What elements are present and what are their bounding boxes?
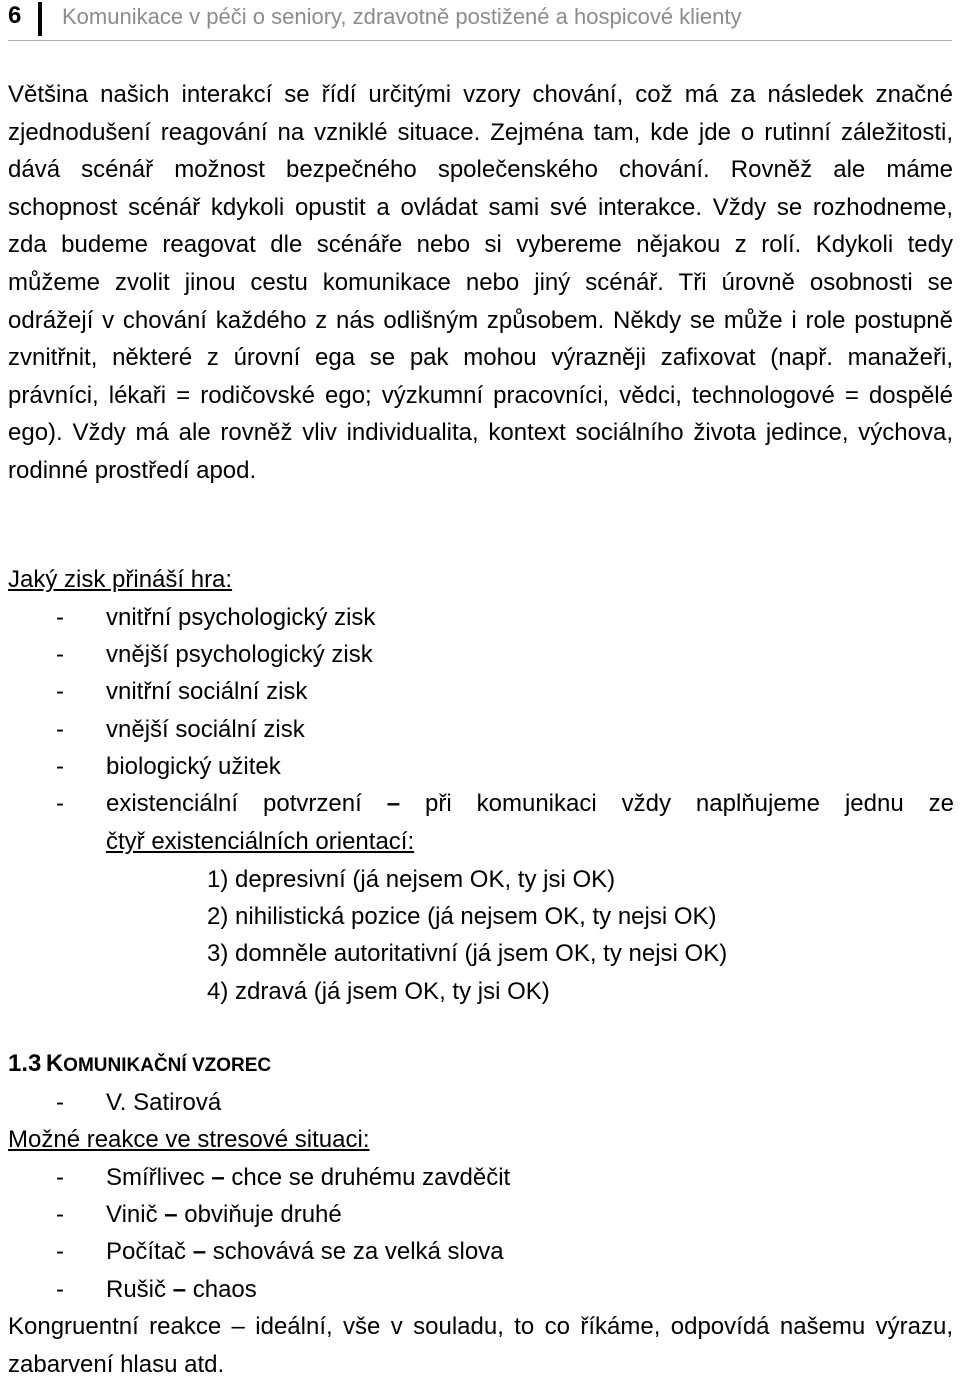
- list-item: [106, 1276, 257, 1304]
- list-item: [106, 1164, 510, 1192]
- list-item: vnitřní psychologický zisk: [106, 604, 376, 631]
- reaction-name: Vinič: [106, 1201, 158, 1228]
- bullet: -: [56, 1201, 64, 1228]
- dash: –: [172, 1276, 187, 1303]
- reaction-name: Rušič: [106, 1276, 167, 1303]
- list-item: vnější sociální zisk: [106, 716, 305, 743]
- orientation-item: 3) domněle autoritativní (já jsem OK, ty nejsi OK): [207, 940, 728, 967]
- page-number: 6: [8, 2, 22, 29]
- section-title-rest: OMUNIKAČNÍ VZOREC: [63, 1055, 272, 1076]
- list-item: vnitřní sociální zisk: [106, 678, 308, 705]
- intro-paragraph: Většina našich interakcí se řídí určitými vzory chování, což má za následek značné zjednodušení reagování na vzniklé situace. Zejména tam, kde jde o rutinní záležitosti, dává scénář možnost bezpečného společenského chování. Rovněž ale máme schopnost scénář kdykoli opustit a ovládat sami své interakce. Vždy se rozhodneme, zda budeme reagovat dle scénáře nebo si vybereme nějakou z rolí. Kdykoli tedy můžeme zvolit jinou cestu komunikace nebo jiný scénář. Tři úrovně osobnosti se odrážejí v chování každého z nás odlišným způsobem. Někdy se může i role postupně zvnitřnit, některé z úrovní ega se pak mohou výrazněji zafixovat (např. manažeři, právníci, lékaři = rodičovské ego; výzkumní pracovníci, vědci, technologové = dospělé ego). Vždy má ale rovněž vliv individualita, kontext sociálního života jedince, výchova, rodinné prostředí apod.: [8, 81, 953, 484]
- list-item: [106, 1201, 342, 1229]
- bullet: -: [56, 1089, 64, 1116]
- bullet: -: [56, 1164, 64, 1191]
- bullet: -: [56, 1276, 64, 1303]
- reaction-desc: obviňuje druhé: [184, 1201, 342, 1228]
- bullet: -: [56, 716, 64, 743]
- orientation-item: 4) zdravá (já jsem OK, ty jsi OK): [207, 978, 550, 1005]
- page-header: [8, 0, 952, 41]
- bullet: -: [56, 753, 64, 780]
- existential-rest: při komunikaci vždy naplňujeme jednu ze: [425, 790, 954, 817]
- dash: –: [192, 1238, 207, 1265]
- closing-paragraph: Kongruentní reakce – ideální, vše v souladu, to co říkáme, odpovídá našemu výrazu, zabarvení hlasu atd.: [8, 1313, 953, 1378]
- reaction-desc: chaos: [192, 1276, 257, 1303]
- section-title-first: K: [45, 1050, 64, 1077]
- bullet: -: [56, 678, 64, 705]
- existential-item: [106, 790, 954, 818]
- header-divider: [38, 2, 42, 36]
- existential-prefix: existenciální potvrzení: [106, 790, 362, 817]
- section-author: V. Satirová: [106, 1089, 222, 1116]
- list-item: [106, 1238, 504, 1266]
- dash: –: [164, 1201, 178, 1228]
- reaction-name: Počítač: [106, 1238, 187, 1265]
- bullet: -: [56, 1238, 64, 1265]
- section-number: 1.3: [8, 1050, 42, 1077]
- list-item: biologický užitek: [106, 753, 281, 780]
- section-heading: [8, 1050, 271, 1078]
- bullet: -: [56, 641, 64, 668]
- header-title: Komunikace v péči o seniory, zdravotně postižené a hospicové klienty: [62, 4, 742, 29]
- reaction-desc: schovává se za velká slova: [212, 1238, 504, 1265]
- dash: –: [386, 790, 401, 817]
- dash: –: [211, 1164, 225, 1191]
- existential-orientations-heading: čtyř existenciálních orientací:: [106, 828, 415, 855]
- bullet: -: [56, 604, 64, 631]
- orientation-item: 2) nihilistická pozice (já nejsem OK, ty nejsi OK): [207, 903, 717, 930]
- stress-heading: Možné reakce ve stresové situaci:: [8, 1126, 370, 1153]
- orientation-item: 1) depresivní (já nejsem OK, ty jsi OK): [207, 866, 616, 893]
- gain-heading: Jaký zisk přináší hra:: [8, 566, 233, 593]
- reaction-desc: chce se druhému zavděčit: [231, 1164, 511, 1191]
- bullet: -: [56, 790, 64, 817]
- list-item: vnější psychologický zisk: [106, 641, 373, 668]
- reaction-name: Smířlivec: [106, 1164, 205, 1191]
